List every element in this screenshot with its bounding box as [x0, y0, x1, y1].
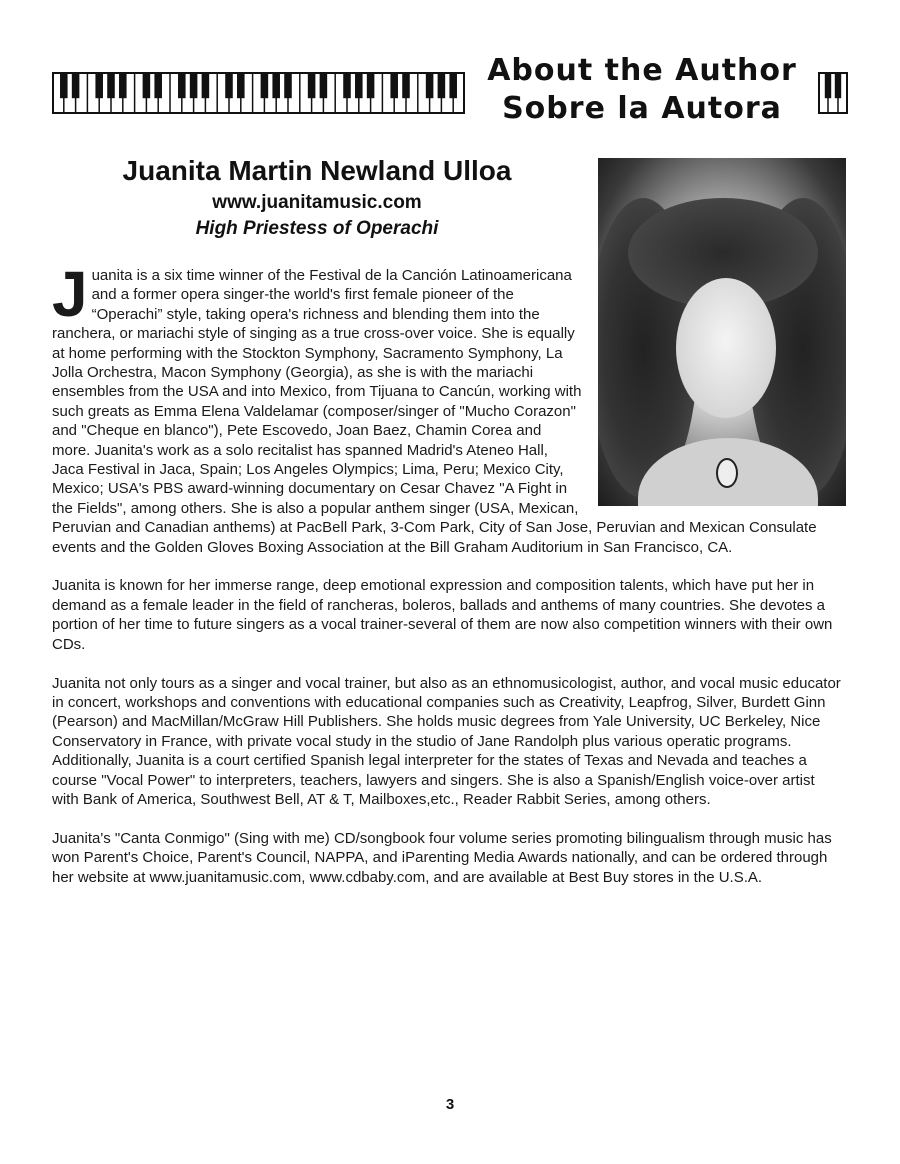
piano-keys-icon: [818, 72, 848, 114]
author-heading: [52, 152, 582, 242]
piano-keyboard-decoration-right: [818, 72, 848, 114]
author-subtitle: High Priestess of Operachi: [195, 218, 439, 239]
bio-paragraph-4: Juanita's "Canta Conmigo" (Sing with me) CD/songbook four volume series promoting bilingualism through music has won Parent's Choice, Parent's Council, NAPPA, and iParenting Media Awards nationally, and can be ordered through her website at www.juanitamusic.com, www.cdbaby.com, and are available at Best Buy stores in the U.S.A.: [52, 829, 832, 886]
author-website: www.juanitamusic.com: [212, 192, 422, 213]
bio-paragraph-1-text: uanita is a six time winner of the Festival de la Canción Latinoamericana and a former opera singer-the world's first female pioneer of the “Operachi” style, taking opera's richness and blending them into the ranchera, or mariachi style of singing as a true cross-over voice. She is equally at home performing with the Stockton Symphony, Sacramento Symphony, La Jolla Orchestra, Macon Symphony (Georgia), as she is with the mariachi ensembles from the USA and into Mexico, from Tijuana to Cancún, working with such greats as Emma Elena Valdelamar (composer/singer of "Mucho Corazon" and "Cheque en blanco"), Pete Escovedo, Joan Baez, Chamin Corea and more. Juanita's work as a solo recitalist has spanned Madrid's Ateneo Hall, Jaca Festival in Jaca, Spain; Los Angeles Olympics; Lima, Peru; Mexico City, Mexico; USA's PBS award-winning documentary on Cesar Chavez "A Fight in the Fields", among others. She is also a popular anthem singer (USA, Mexican, Peruvian and Canadian anthems) at PacBell Park, 3-Com Park, City of San Jose, Peruvian and Mexican Consulate events and the Golden Gloves Boxing Association at the Bill Graham Auditorium in San Francisco, CA.: [52, 267, 817, 556]
piano-keyboard-decoration-left: [52, 72, 466, 114]
header-title-english: About the Author: [487, 53, 797, 88]
bio-paragraph-3: Juanita not only tours as a singer and vocal trainer, but also as an ethnomusicologist, author, and vocal music educator in concert, workshops and conventions with educational companies such as Creativity, Leapfrog, Silver, Burdett Ginn (Pearson) and MacMillan/McGraw Hill Publishers. She holds music degrees from Yale University, UC Berkeley, Nice Conservatory in France, with private vocal study in the studio of Jane Randolph plus various operatic programs. Additionally, Juanita is a court certified Spanish legal interpreter for the states of Texas and Nevada and teaches a course "Vocal Power" to interpreters, teachers, lawyers and singers. She is also a Spanish/English voice-over artist with Bank of America, Southwest Bell, AT & T, Mailboxes,etc., Reader Rabbit Series, among others.: [52, 674, 841, 808]
page-header: [472, 52, 812, 128]
author-name: Juanita Martin Newland Ulloa: [122, 155, 512, 186]
piano-keys-icon: [52, 72, 466, 114]
drop-cap: J: [52, 258, 88, 330]
biography-text: [52, 258, 845, 906]
bio-paragraph-2: Juanita is known for her immerse range, deep emotional expression and composition talents, which have put her in demand as a female leader in the field of rancheras, boleros, ballads and anthems of many countries. She devotes a portion of her time to future singers as a vocal trainer-several of them are now also competition winners with their own CDs.: [52, 577, 833, 653]
header-title-spanish: Sobre la Autora: [502, 91, 782, 126]
page-number: 3: [445, 1096, 455, 1113]
